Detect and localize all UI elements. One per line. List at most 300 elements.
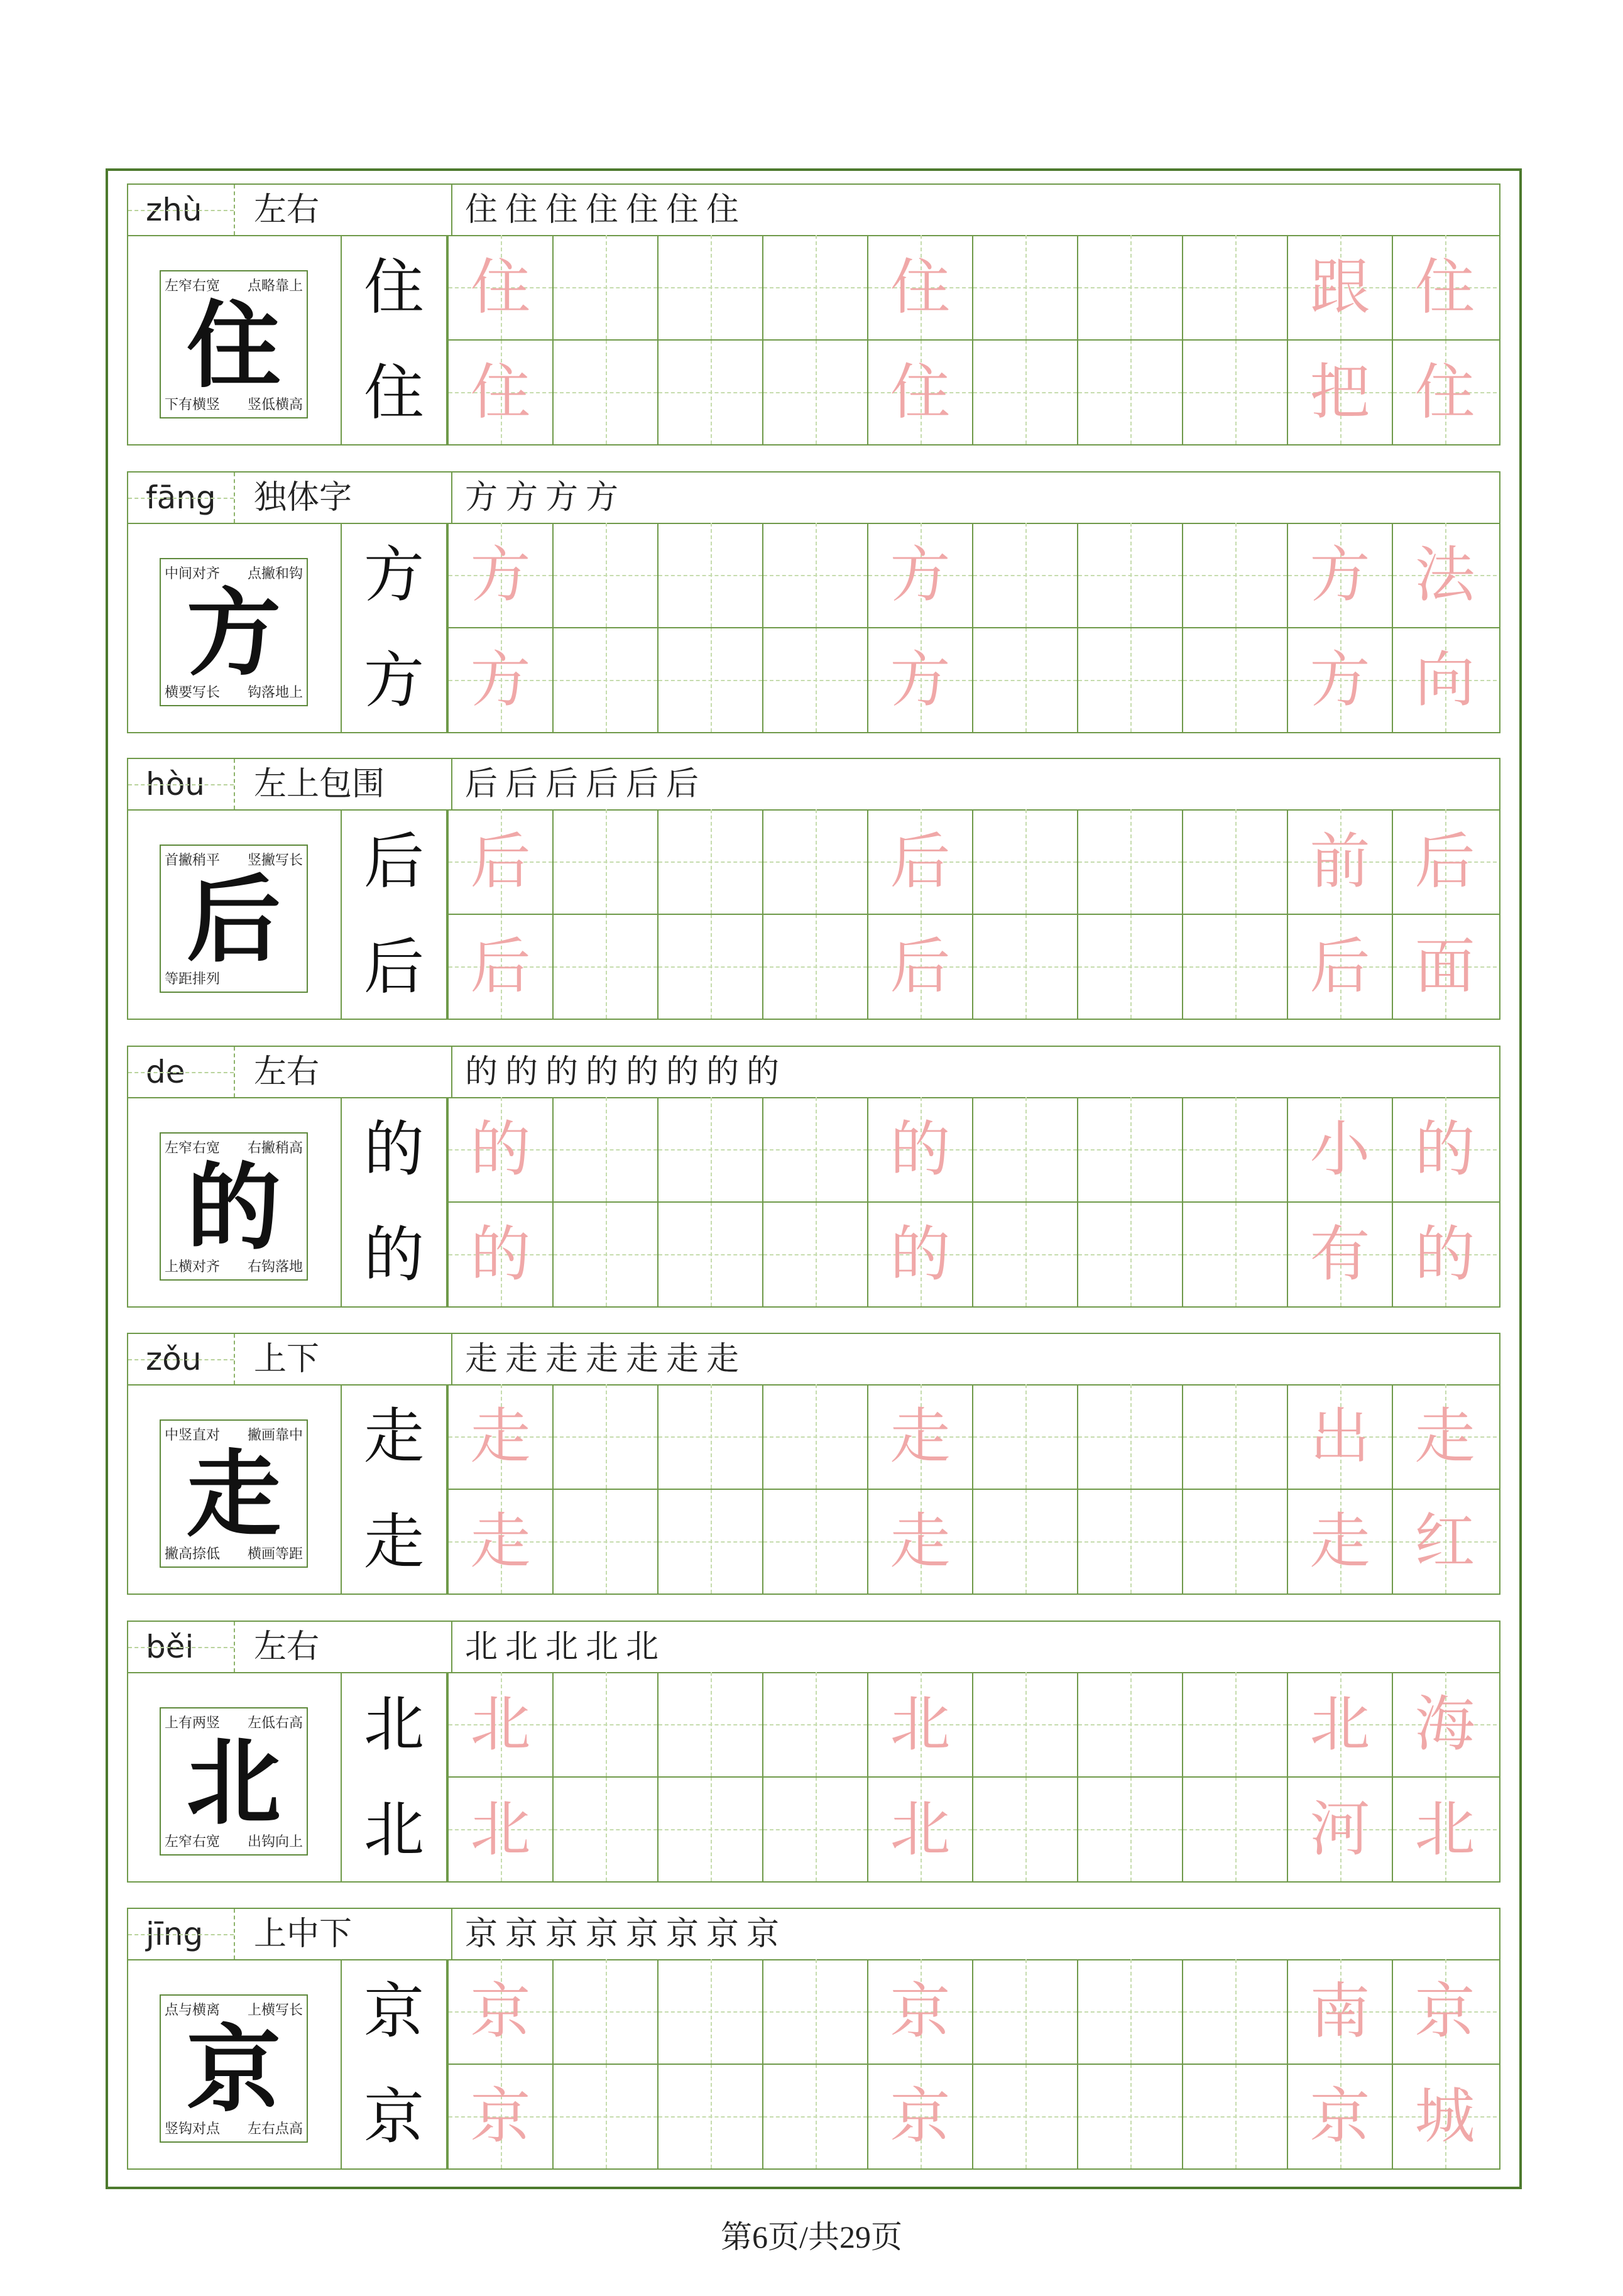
practice-grid	[127, 1384, 1500, 1595]
writing-grid	[447, 809, 1500, 1019]
writing-cell[interactable]	[762, 1384, 867, 1489]
guide-note: 右钩落地	[247, 1259, 303, 1275]
guide-note: 竖钩对点	[165, 2121, 221, 2137]
writing-cell[interactable]	[657, 809, 762, 914]
trace-character: 北	[1309, 1689, 1370, 1759]
model-character: 方	[364, 645, 424, 716]
writing-cell[interactable]	[972, 1489, 1077, 1594]
writing-cell[interactable]	[1077, 628, 1182, 732]
writing-cell[interactable]	[1287, 1777, 1392, 1881]
row-divider	[447, 1776, 1500, 1778]
stroke-order: 京京京京京京京京	[465, 1915, 787, 1953]
character-block	[127, 1908, 1500, 2170]
writing-grid	[447, 523, 1500, 732]
writing-cell[interactable]	[1182, 340, 1287, 444]
guide-note: 左右点高	[247, 2121, 303, 2137]
writing-cell[interactable]	[1287, 523, 1392, 627]
trace-character: 河	[1309, 1794, 1370, 1864]
writing-cell[interactable]	[867, 523, 972, 627]
model-character: 走	[364, 1507, 424, 1577]
writing-cell[interactable]	[1287, 1959, 1392, 2064]
model-column	[342, 1959, 447, 2168]
trace-character: 红	[1414, 1506, 1475, 1577]
trace-character: 后	[890, 931, 951, 1002]
guide-note: 下有横竖	[165, 397, 221, 413]
writing-cell[interactable]	[762, 1097, 867, 1201]
writing-cell[interactable]	[867, 1384, 972, 1489]
trace-character: 方	[1309, 540, 1370, 610]
model-column	[342, 1384, 447, 1594]
writing-cell[interactable]	[867, 628, 972, 732]
stroke-order: 的的的的的的的的	[465, 1053, 787, 1091]
guide-box	[160, 1994, 308, 2143]
guide-character: 住	[186, 290, 281, 401]
block-header	[127, 1908, 1500, 1960]
writing-cell[interactable]	[1287, 1384, 1392, 1489]
writing-cell[interactable]	[867, 1672, 972, 1776]
trace-character: 北	[470, 1689, 531, 1759]
row-divider	[447, 1201, 1500, 1203]
guide-note: 中间对齐	[165, 566, 221, 582]
model-character: 京	[364, 1976, 424, 2047]
writing-cell[interactable]	[1182, 1777, 1287, 1881]
writing-grid	[447, 1959, 1500, 2168]
writing-cell[interactable]	[762, 1489, 867, 1594]
block-header	[127, 1333, 1500, 1386]
guide-character: 北	[186, 1727, 281, 1838]
writing-cell[interactable]	[1182, 809, 1287, 914]
guide-note: 右撇稍高	[247, 1140, 303, 1156]
writing-cell[interactable]	[1182, 235, 1287, 339]
writing-cell[interactable]	[1287, 1202, 1392, 1306]
model-column	[342, 1672, 447, 1881]
model-character: 住	[364, 252, 424, 322]
writing-cell[interactable]	[1287, 1097, 1392, 1201]
writing-cell[interactable]	[552, 1672, 657, 1776]
writing-cell[interactable]	[1392, 1202, 1497, 1306]
writing-cell[interactable]	[1287, 1672, 1392, 1776]
model-column	[342, 809, 447, 1019]
trace-character: 方	[470, 645, 531, 715]
writing-cell[interactable]	[867, 2064, 972, 2168]
writing-cell[interactable]	[447, 1384, 552, 1489]
trace-character: 走	[890, 1401, 951, 1472]
trace-character: 走	[1309, 1506, 1370, 1577]
writing-cell[interactable]	[1182, 1672, 1287, 1776]
trace-character: 后	[1309, 931, 1370, 1002]
guide-box	[160, 845, 308, 993]
writing-cell[interactable]	[447, 1777, 552, 1881]
writing-cell[interactable]	[657, 1384, 762, 1489]
trace-character: 的	[1414, 1114, 1475, 1184]
writing-cell[interactable]	[1287, 2064, 1392, 2168]
model-character: 京	[364, 2082, 424, 2152]
writing-cell[interactable]	[867, 914, 972, 1019]
writing-cell[interactable]	[1077, 809, 1182, 914]
writing-cell[interactable]	[447, 2064, 552, 2168]
guide-note: 竖撇写长	[247, 853, 303, 868]
model-character: 的	[364, 1220, 424, 1290]
block-header	[127, 1621, 1500, 1673]
model-character: 住	[364, 358, 424, 428]
model-character: 北	[364, 1689, 424, 1759]
guide-character: 走	[186, 1440, 281, 1550]
pinyin: zǒu	[128, 1334, 235, 1384]
guide-box	[160, 1132, 308, 1281]
writing-cell[interactable]	[972, 1384, 1077, 1489]
trace-character: 北	[470, 1794, 531, 1864]
writing-cell[interactable]	[1287, 235, 1392, 339]
structure-label: 上中下	[235, 1909, 452, 1959]
writing-cell[interactable]	[1392, 340, 1497, 444]
trace-character: 出	[1309, 1401, 1370, 1472]
writing-cell[interactable]	[972, 340, 1077, 444]
practice-grid	[127, 235, 1500, 446]
writing-cell[interactable]	[762, 809, 867, 914]
writing-cell[interactable]	[1077, 340, 1182, 444]
writing-cell[interactable]	[867, 1489, 972, 1594]
writing-cell[interactable]	[972, 628, 1077, 732]
writing-cell[interactable]	[1077, 914, 1182, 1019]
trace-character: 小	[1309, 1114, 1370, 1184]
writing-cell[interactable]	[657, 1489, 762, 1594]
guide-panel	[128, 1959, 342, 2168]
writing-cell[interactable]	[552, 1959, 657, 2064]
guide-note: 竖低横高	[247, 397, 303, 413]
writing-cell[interactable]	[867, 1202, 972, 1306]
trace-character: 方	[890, 645, 951, 715]
pinyin: jīng	[128, 1909, 235, 1959]
writing-cell[interactable]	[1287, 809, 1392, 914]
guide-note: 左窄右宽	[165, 278, 221, 294]
writing-cell[interactable]	[657, 1672, 762, 1776]
guide-note: 左窄右宽	[165, 1140, 221, 1156]
guide-note: 点略靠上	[247, 278, 303, 294]
writing-cell[interactable]	[762, 340, 867, 444]
writing-cell[interactable]	[552, 2064, 657, 2168]
writing-cell[interactable]	[447, 340, 552, 444]
writing-cell[interactable]	[657, 523, 762, 627]
trace-character: 面	[1414, 931, 1475, 1002]
trace-character: 的	[890, 1114, 951, 1184]
writing-cell[interactable]	[762, 1959, 867, 2064]
row-divider	[447, 339, 1500, 341]
writing-cell[interactable]	[1287, 340, 1392, 444]
writing-cell[interactable]	[762, 1777, 867, 1881]
trace-character: 法	[1414, 540, 1475, 610]
writing-grid	[447, 1384, 1500, 1594]
writing-cell[interactable]	[657, 628, 762, 732]
writing-cell[interactable]	[972, 914, 1077, 1019]
writing-cell[interactable]	[657, 1959, 762, 2064]
writing-cell[interactable]	[447, 235, 552, 339]
writing-cell[interactable]	[657, 235, 762, 339]
trace-character: 北	[890, 1689, 951, 1759]
writing-cell[interactable]	[447, 1959, 552, 2064]
writing-cell[interactable]	[972, 809, 1077, 914]
writing-cell[interactable]	[1182, 1959, 1287, 2064]
writing-cell[interactable]	[1392, 235, 1497, 339]
writing-cell[interactable]	[1392, 1959, 1497, 2064]
guide-panel	[128, 1097, 342, 1306]
guide-box	[160, 558, 308, 706]
writing-cell[interactable]	[1392, 914, 1497, 1019]
model-character: 北	[364, 1795, 424, 1865]
trace-character: 住	[1414, 252, 1475, 322]
structure-label: 左右	[235, 1047, 452, 1097]
trace-character: 方	[470, 540, 531, 610]
model-column	[342, 235, 447, 444]
writing-cell[interactable]	[552, 523, 657, 627]
writing-cell[interactable]	[1182, 628, 1287, 732]
guide-note: 点与横离	[165, 2003, 221, 2018]
trace-character: 京	[890, 2081, 951, 2151]
pinyin: zhù	[128, 185, 235, 235]
writing-cell[interactable]	[657, 340, 762, 444]
writing-cell[interactable]	[552, 809, 657, 914]
trace-character: 住	[470, 252, 531, 322]
writing-cell[interactable]	[1392, 1672, 1497, 1776]
writing-cell[interactable]	[1182, 1489, 1287, 1594]
writing-cell[interactable]	[447, 1672, 552, 1776]
writing-cell[interactable]	[1392, 1097, 1497, 1201]
structure-label: 左右	[235, 1622, 452, 1672]
structure-label: 左上包围	[235, 759, 452, 809]
model-character: 的	[364, 1114, 424, 1184]
writing-cell[interactable]	[762, 235, 867, 339]
writing-cell[interactable]	[867, 235, 972, 339]
trace-character: 后	[470, 931, 531, 1002]
writing-cell[interactable]	[552, 1097, 657, 1201]
guide-character: 后	[186, 865, 281, 975]
writing-cell[interactable]	[762, 2064, 867, 2168]
guide-character: 的	[186, 1152, 281, 1263]
guide-note: 左窄右宽	[165, 1834, 221, 1850]
trace-character: 京	[470, 2081, 531, 2151]
structure-label: 独体字	[235, 473, 452, 523]
guide-note: 左低右高	[247, 1715, 303, 1731]
writing-cell[interactable]	[867, 340, 972, 444]
writing-cell[interactable]	[657, 1777, 762, 1881]
guide-box	[160, 1419, 308, 1568]
row-divider	[447, 2064, 1500, 2065]
stroke-order: 后后后后后后	[465, 765, 707, 803]
block-header	[127, 471, 1500, 524]
structure-label: 左右	[235, 185, 452, 235]
trace-character: 住	[890, 252, 951, 322]
writing-cell[interactable]	[972, 1672, 1077, 1776]
writing-cell[interactable]	[552, 914, 657, 1019]
character-block	[127, 1333, 1500, 1595]
trace-character: 的	[470, 1114, 531, 1184]
row-divider	[447, 1489, 1500, 1490]
guide-note: 上有两竖	[165, 1715, 221, 1731]
writing-cell[interactable]	[1392, 2064, 1497, 2168]
writing-cell[interactable]	[1077, 235, 1182, 339]
trace-character: 后	[890, 826, 951, 897]
writing-cell[interactable]	[1182, 523, 1287, 627]
trace-character: 后	[470, 826, 531, 897]
character-block	[127, 471, 1500, 733]
block-header	[127, 183, 1500, 236]
practice-grid	[127, 809, 1500, 1020]
writing-cell[interactable]	[1182, 1202, 1287, 1306]
writing-cell[interactable]	[657, 914, 762, 1019]
writing-cell[interactable]	[1077, 1672, 1182, 1776]
writing-cell[interactable]	[867, 1777, 972, 1881]
writing-cell[interactable]	[1182, 2064, 1287, 2168]
writing-cell[interactable]	[762, 1202, 867, 1306]
writing-cell[interactable]	[1287, 1489, 1392, 1594]
writing-cell[interactable]	[1392, 1489, 1497, 1594]
writing-cell[interactable]	[1077, 1489, 1182, 1594]
guide-character: 京	[186, 2014, 281, 2125]
writing-cell[interactable]	[657, 1202, 762, 1306]
trace-character: 走	[470, 1401, 531, 1472]
guide-note: 出钩向上	[247, 1834, 303, 1850]
guide-box	[160, 1707, 308, 1856]
trace-character: 向	[1414, 645, 1475, 715]
writing-cell[interactable]	[972, 235, 1077, 339]
writing-cell[interactable]	[1182, 1097, 1287, 1201]
trace-character: 的	[890, 1219, 951, 1289]
writing-cell[interactable]	[552, 1202, 657, 1306]
writing-cell[interactable]	[1287, 914, 1392, 1019]
writing-cell[interactable]	[1077, 1097, 1182, 1201]
trace-character: 北	[1414, 1794, 1475, 1864]
trace-character: 走	[470, 1506, 531, 1577]
trace-character: 京	[1414, 1976, 1475, 2047]
practice-grid	[127, 1097, 1500, 1308]
writing-cell[interactable]	[1077, 1777, 1182, 1881]
worksheet	[106, 168, 1522, 2189]
pinyin: fāng	[128, 473, 235, 523]
trace-character: 南	[1309, 1976, 1370, 2047]
writing-cell[interactable]	[1077, 2064, 1182, 2168]
writing-cell[interactable]	[972, 1097, 1077, 1201]
guide-panel	[128, 523, 342, 732]
writing-cell[interactable]	[657, 2064, 762, 2168]
row-divider	[447, 914, 1500, 915]
writing-cell[interactable]	[552, 628, 657, 732]
character-block	[127, 758, 1500, 1020]
writing-cell[interactable]	[1182, 914, 1287, 1019]
model-character: 走	[364, 1401, 424, 1472]
block-header	[127, 1046, 1500, 1098]
trace-character: 住	[1414, 357, 1475, 427]
guide-panel	[128, 809, 342, 1019]
pinyin: běi	[128, 1622, 235, 1672]
trace-character: 走	[1414, 1401, 1475, 1472]
writing-cell[interactable]	[1392, 1777, 1497, 1881]
guide-character: 方	[186, 578, 281, 689]
writing-cell[interactable]	[867, 1959, 972, 2064]
guide-note: 横画等距	[247, 1546, 303, 1562]
practice-grid	[127, 1959, 1500, 2170]
writing-cell[interactable]	[972, 523, 1077, 627]
writing-cell[interactable]	[1077, 523, 1182, 627]
character-block	[127, 1621, 1500, 1883]
practice-grid	[127, 1672, 1500, 1883]
pinyin: de	[128, 1047, 235, 1097]
writing-cell[interactable]	[447, 628, 552, 732]
writing-cell[interactable]	[447, 1097, 552, 1201]
trace-character: 方	[890, 540, 951, 610]
trace-character: 的	[1414, 1219, 1475, 1289]
trace-character: 城	[1414, 2081, 1475, 2151]
guide-note: 上横对齐	[165, 1259, 221, 1275]
writing-cell[interactable]	[447, 523, 552, 627]
writing-cell[interactable]	[762, 523, 867, 627]
writing-cell[interactable]	[972, 1959, 1077, 2064]
guide-note: 横要写长	[165, 685, 221, 701]
writing-grid	[447, 1097, 1500, 1306]
writing-cell[interactable]	[762, 1672, 867, 1776]
writing-cell[interactable]	[657, 1097, 762, 1201]
writing-cell[interactable]	[762, 914, 867, 1019]
guide-note: 钩落地上	[247, 685, 303, 701]
practice-grid	[127, 523, 1500, 733]
writing-cell[interactable]	[1077, 1202, 1182, 1306]
pinyin: hòu	[128, 759, 235, 809]
trace-character: 京	[470, 1976, 531, 2047]
guide-note: 上横写长	[247, 2003, 303, 2018]
guide-box	[160, 270, 308, 418]
writing-cell[interactable]	[447, 914, 552, 1019]
writing-cell[interactable]	[762, 628, 867, 732]
writing-cell[interactable]	[552, 340, 657, 444]
character-block	[127, 183, 1500, 446]
trace-character: 海	[1414, 1689, 1475, 1759]
trace-character: 把	[1309, 357, 1370, 427]
guide-panel	[128, 235, 342, 444]
writing-cell[interactable]	[867, 809, 972, 914]
guide-panel	[128, 1384, 342, 1594]
writing-cell[interactable]	[972, 1202, 1077, 1306]
writing-cell[interactable]	[1077, 1959, 1182, 2064]
stroke-order: 住住住住住住住	[465, 191, 747, 229]
trace-character: 北	[890, 1794, 951, 1864]
writing-cell[interactable]	[1392, 809, 1497, 914]
writing-cell[interactable]	[972, 2064, 1077, 2168]
writing-cell[interactable]	[1287, 628, 1392, 732]
guide-note: 等距排列	[165, 971, 221, 987]
guide-note: 点撇和钩	[247, 566, 303, 582]
writing-cell[interactable]	[447, 1489, 552, 1594]
guide-panel	[128, 1672, 342, 1881]
writing-cell[interactable]	[552, 1777, 657, 1881]
writing-cell[interactable]	[972, 1777, 1077, 1881]
writing-cell[interactable]	[552, 1384, 657, 1489]
writing-cell[interactable]	[552, 1489, 657, 1594]
model-column	[342, 1097, 447, 1306]
writing-cell[interactable]	[1392, 1384, 1497, 1489]
trace-character: 前	[1309, 826, 1370, 897]
stroke-order: 北北北北北	[465, 1628, 667, 1666]
writing-cell[interactable]	[447, 809, 552, 914]
writing-cell[interactable]	[1392, 523, 1497, 627]
writing-cell[interactable]	[1392, 628, 1497, 732]
model-character: 方	[364, 540, 424, 610]
writing-cell[interactable]	[552, 235, 657, 339]
writing-cell[interactable]	[867, 1097, 972, 1201]
character-block	[127, 1046, 1500, 1308]
writing-cell[interactable]	[1077, 1384, 1182, 1489]
writing-cell[interactable]	[447, 1202, 552, 1306]
writing-cell[interactable]	[1182, 1384, 1287, 1489]
stroke-order: 方方方方	[465, 479, 626, 517]
trace-character: 京	[1309, 2081, 1370, 2151]
